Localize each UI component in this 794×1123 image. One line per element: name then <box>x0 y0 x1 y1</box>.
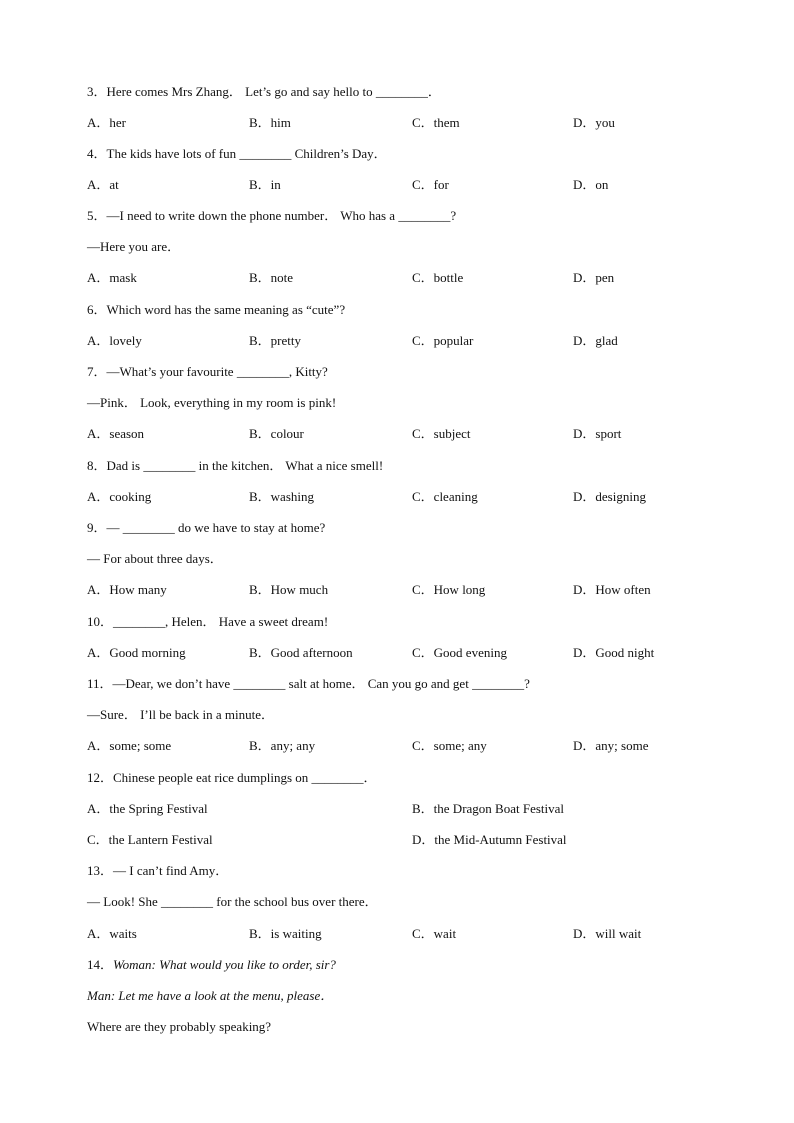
q8-option-d: D．designing <box>573 489 646 504</box>
q8-option-b: B．washing <box>249 489 315 504</box>
q11-option-a: A．some; some <box>87 738 172 753</box>
q11-option-c: C．some; any <box>412 738 487 753</box>
q4-option-d: D．on <box>573 177 609 192</box>
q12-option-b: B．the Dragon Boat Festival <box>412 801 565 816</box>
q7-option-c: C．subject <box>412 426 471 441</box>
q5-option-c: C．bottle <box>412 270 464 285</box>
q10-option-d: D．Good night <box>573 645 655 660</box>
question-9-stem: 9．— ________ do we have to stay at home? <box>87 520 326 535</box>
question-11-stem: 11．—Dear, we don’t have ________ salt at home． Can you go and get ________? <box>87 676 530 691</box>
question-10-stem: 10．________, Helen． Have a sweet dream! <box>87 614 329 629</box>
q9-option-a: A．How many <box>87 582 167 597</box>
q7-option-a: A．season <box>87 426 145 441</box>
q7-option-b: B．colour <box>249 426 304 441</box>
q10-option-a: A．Good morning <box>87 645 186 660</box>
question-14-number: 14． <box>87 957 114 972</box>
q6-option-d: D．glad <box>573 333 618 348</box>
q13-option-c: C．wait <box>412 926 457 941</box>
question-14-dialogue-man: Man: Let me have a look at the menu, please． <box>87 988 334 1003</box>
q5-option-b: B．note <box>249 270 294 285</box>
question-13-reply: — Look! She ________ for the school bus over there． <box>87 894 378 909</box>
q12-option-c: C．the Lantern Festival <box>87 832 213 847</box>
q9-option-b: B．How much <box>249 582 329 597</box>
q9-option-d: D．How often <box>573 582 651 597</box>
question-5-stem: 5．—I need to write down the phone number． Who has a ________? <box>87 208 457 223</box>
q4-option-b: B．in <box>249 177 281 192</box>
q12-option-a: A．the Spring Festival <box>87 801 208 816</box>
q13-option-a: A．waits <box>87 926 137 941</box>
q3-option-b: B．him <box>249 115 291 130</box>
question-8-stem: 8．Dad is ________ in the kitchen． What a nice smell! <box>87 458 384 473</box>
question-13-stem: 13．— I can’t find Amy． <box>87 863 229 878</box>
q4-option-a: A．at <box>87 177 119 192</box>
q6-option-b: B．pretty <box>249 333 301 348</box>
q12-option-d: D．the Mid-Autumn Festival <box>412 832 567 847</box>
q7-option-d: D．sport <box>573 426 622 441</box>
q5-option-a: A．mask <box>87 270 137 285</box>
q5-option-d: D．pen <box>573 270 615 285</box>
q11-option-d: D．any; some <box>573 738 649 753</box>
q3-option-a: A．her <box>87 115 126 130</box>
q9-option-c: C．How long <box>412 582 486 597</box>
q6-option-c: C．popular <box>412 333 474 348</box>
question-7-stem: 7．—What’s your favourite ________, Kitty? <box>87 364 328 379</box>
q13-option-d: D．will wait <box>573 926 642 941</box>
q6-option-a: A．lovely <box>87 333 142 348</box>
q8-option-a: A．cooking <box>87 489 152 504</box>
question-14-dialogue-woman: Woman: What would you like to order, sir? <box>113 957 336 972</box>
q11-option-b: B．any; any <box>249 738 316 753</box>
question-9-reply: — For about three days． <box>87 551 223 566</box>
question-14-question: Where are they probably speaking? <box>87 1019 272 1034</box>
q13-option-b: B．is waiting <box>249 926 322 941</box>
q10-option-b: B．Good afternoon <box>249 645 353 660</box>
q3-option-d: D．you <box>573 115 615 130</box>
q4-option-c: C．for <box>412 177 449 192</box>
question-7-reply: —Pink． Look, everything in my room is pink! <box>87 395 337 410</box>
question-12-stem: 12．Chinese people eat rice dumplings on ________． <box>87 770 377 785</box>
question-6-stem: 6．Which word has the same meaning as “cute”? <box>87 302 346 317</box>
q8-option-c: C．cleaning <box>412 489 478 504</box>
q10-option-c: C．Good evening <box>412 645 507 660</box>
question-14-stem <box>87 957 336 973</box>
question-11-reply: —Sure． I’ll be back in a minute． <box>87 707 275 722</box>
question-3-stem: 3．Here comes Mrs Zhang． Let’s go and say hello to ________． <box>87 84 441 99</box>
question-5-reply: —Here you are． <box>87 239 181 254</box>
question-4-stem: 4．The kids have lots of fun ________ Children’s Day． <box>87 146 387 161</box>
q3-option-c: C．them <box>412 115 460 130</box>
